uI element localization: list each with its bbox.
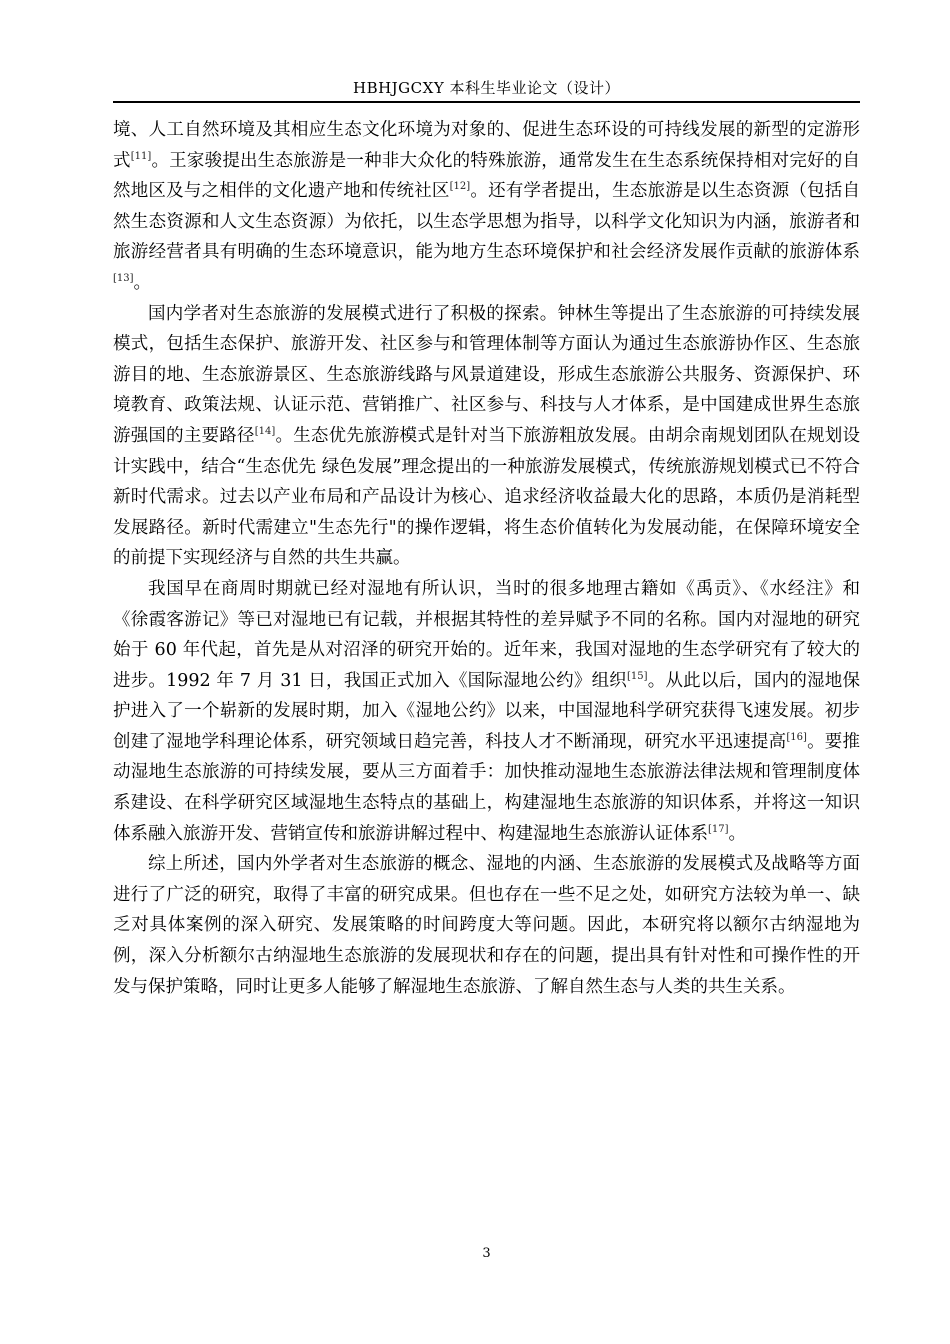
paragraph xyxy=(113,574,860,849)
paragraph-text: 综上所述，国内外学者对生态旅游的概念、湿地的内涵、生态旅游的发展模式及战略等方面进行了广泛的研究，取得了丰富的研究成果。但也存在一些不足之处，如研究方法较为单一、缺乏对具体案例的深入研究、发展策略的时间跨度大等问题。因此，本研究将以额尔古纳湿地为例，深入分析额尔古纳湿地生态旅游的发展现状和存在的问题，提出具有针对性和可操作性的开发与保护策略，同时让更多人能够了解湿地生态旅游、了解自然生态与人类的共生关系。 xyxy=(113,854,860,997)
paragraph-text: 。王家骏提出生态旅游是一种非大众化的特殊旅游，通常发生在生态系统保持相对完好的自然地区及与之相伴的文化遗产地和传统社区 xyxy=(113,150,860,202)
citation-ref: [17] xyxy=(708,823,729,835)
paragraph-text: 境、人工自然环境及其相应生态文化环境为对象的、促进生态环设的可持线发展的新型的定游形式 xyxy=(113,120,860,171)
citation-ref: [12] xyxy=(449,181,471,193)
paragraph-text: 我国早在商周时期就已经对湿地有所认识，当时的很多地理古籍如《禹贡》、《水经注》和《徐霞客游记》等已对湿地已有记载，并根据其特性的差异赋予不同的名称。国内对湿地的研究始于 60 年代起，首先是从对沼泽的研究开始的。近年来，我国对湿地的生态学研究有了较大的进步。1992 年 7 月 31 日，我国正式加入《国际湿地公约》组织 xyxy=(113,578,860,691)
paragraph-text: 。生态优先旅游模式是针对当下旅游粗放发展。由胡佘南规划团队在规划设计实践中，结合“生态优先 绿色发展”理念提出的一种旅游发展模式，传统旅游规划模式已不符合新时代需求。过去以产业布局和产品设计为核心、追求经济收益最大化的思路，本质仍是消耗型发展路径。新时代需建立"生态先行"的操作逻辑，将生态价值转化为发展动能，在保障环境安全的前提下实现经济与自然的共生共赢。 xyxy=(113,425,860,569)
paragraph-text: 国内学者对生态旅游的发展模式进行了积极的探索。钟林生等提出了生态旅游的可持续发展模式，包括生态保护、旅游开发、社区参与和管理体制等方面认为通过生态旅游协作区、生态旅游目的地、生态旅游景区、生态旅游线路与风景道建设，形成生态旅游公共服务、资源保护、环境教育、政策法规、认证示范、营销推广、社区参与、科技与人才体系，是中国建成世界生态旅游强国的主要路径 xyxy=(113,303,860,446)
citation-ref: [11] xyxy=(130,150,152,162)
citation-ref: [14] xyxy=(254,426,276,438)
paragraph-text: 。要推动湿地生态旅游的可持续发展，要从三方面着手：加快推动湿地生态旅游法律法规和管理制度体系建设、在科学研究区域湿地生态特点的基础上，构建湿地生态旅游的知识体系，并将这一知识体系融入旅游开发、营销宣传和旅游讲解过程中、构建湿地生态旅游认证体系 xyxy=(113,731,860,844)
body-text xyxy=(113,115,860,1002)
citation-ref: [16] xyxy=(786,732,807,744)
citation-ref: [15] xyxy=(627,670,648,682)
header-divider xyxy=(113,101,860,103)
paragraph-text: 。还有学者提出，生态旅游是以生态资源（包括自然生态资源和人文生态资源）为依托，以生态学思想为指导，以科学文化知识为内涵，旅游者和旅游经营者具有明确的生态环境意识，能为地方生态环境保护和社会经济发展作贡献的旅游体系 xyxy=(113,181,860,263)
citation-ref: [13] xyxy=(113,273,134,285)
paragraph xyxy=(113,849,860,1002)
paragraph-text: 。从此以后，国内的湿地保护进入了一个崭新的发展时期，加入《湿地公约》以来，中国湿地科学研究获得飞速发展。初步创建了湿地学科理论体系，研究领域日趋完善，科技人才不断涌现，研究水平迅速提高 xyxy=(113,670,860,752)
paragraph xyxy=(113,115,860,299)
paragraph-text: 。 xyxy=(133,272,152,293)
page-number: 3 xyxy=(482,1246,491,1261)
page-header: HBHJGCXY 本科生毕业论文（设计） xyxy=(352,79,620,97)
paragraph xyxy=(113,299,860,574)
paragraph-text: 。 xyxy=(728,823,747,844)
